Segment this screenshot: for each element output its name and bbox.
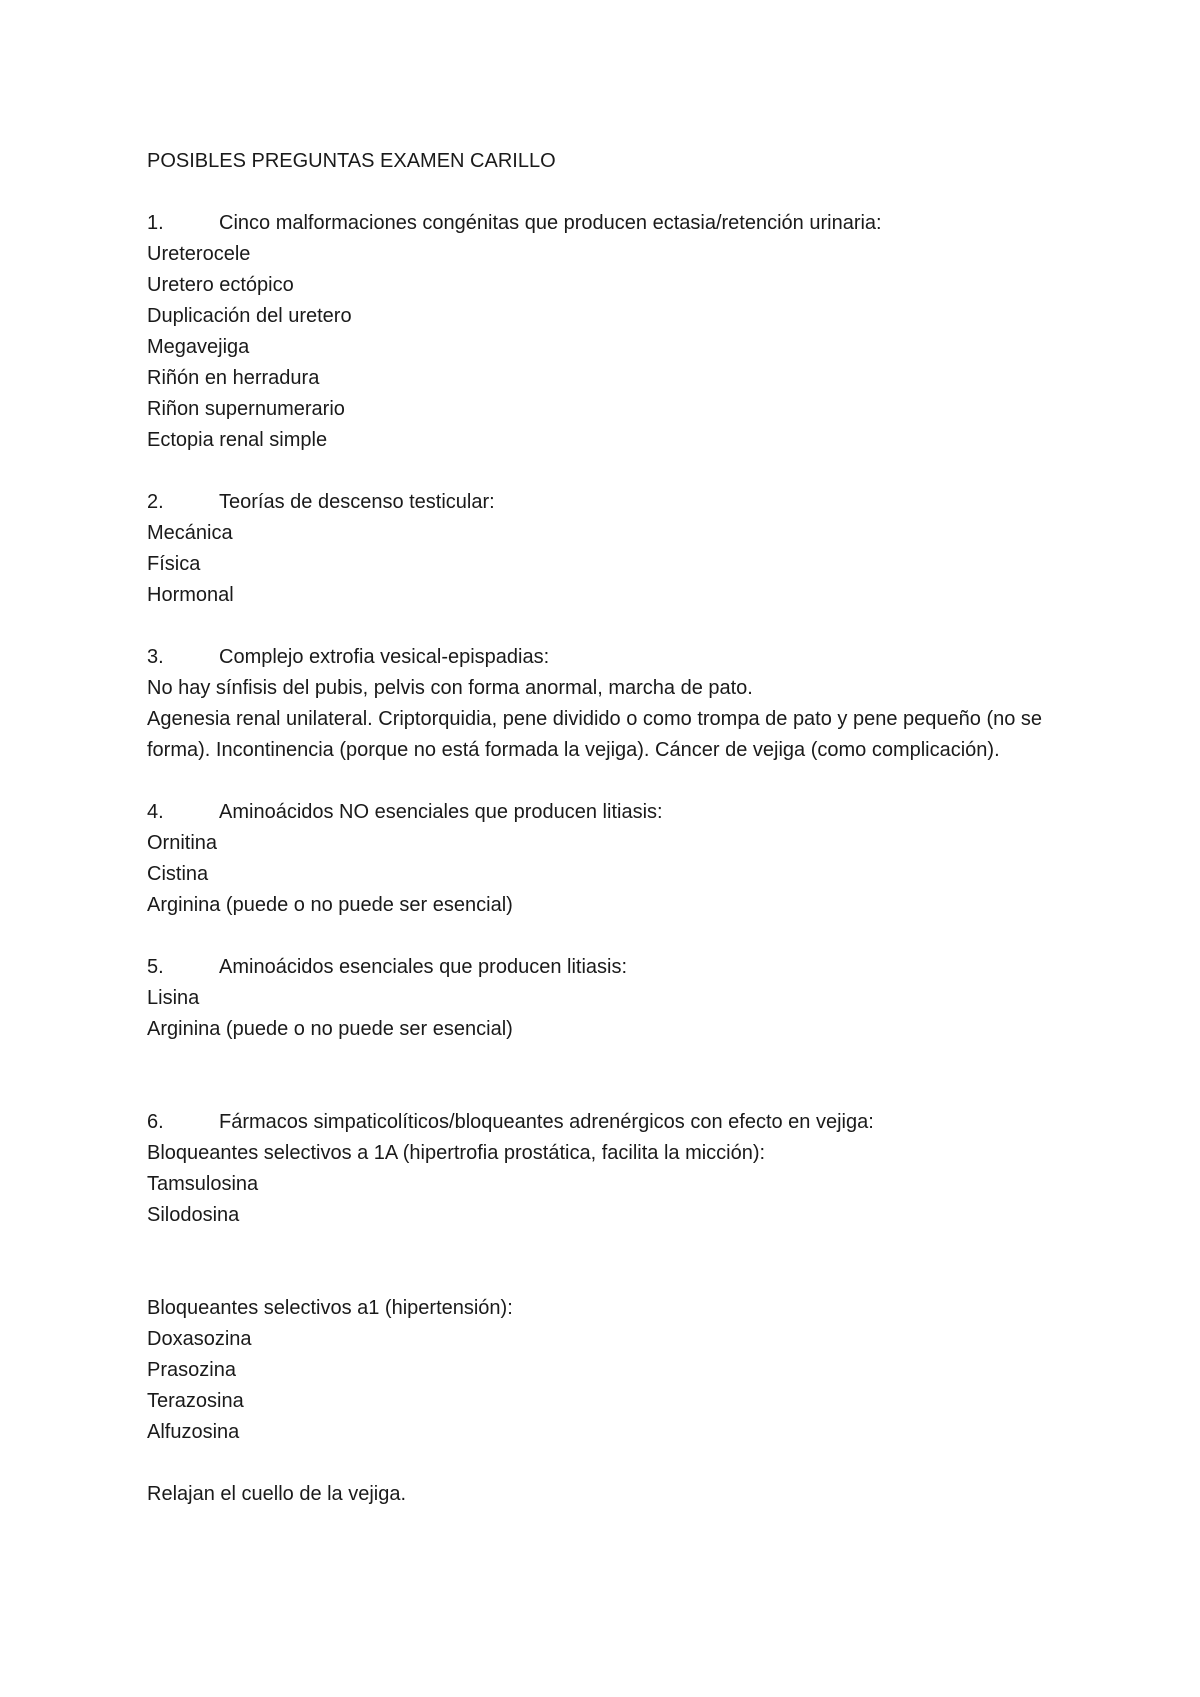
question-3-heading (147, 642, 1067, 673)
question-number: 4. (147, 801, 164, 823)
list-item: Duplicación del uretero (147, 305, 352, 327)
document-title: POSIBLES PREGUNTAS EXAMEN CARILLO (147, 150, 556, 172)
question-number: 5. (147, 956, 164, 978)
paragraph: No hay sínfisis del pubis, pelvis con forma anormal, marcha de pato. (147, 677, 753, 699)
list-item: Terazosina (147, 1390, 244, 1412)
list-item: Lisina (147, 987, 200, 1009)
list-item: Ornitina (147, 832, 218, 854)
list-item: Riñon supernumerario (147, 398, 345, 420)
list-item: Prasozina (147, 1359, 236, 1381)
list-item: Riñón en herradura (147, 367, 320, 389)
question-6-heading (147, 1107, 1067, 1138)
spacer (147, 921, 1067, 952)
spacer (147, 1076, 1067, 1107)
list-item: Arginina (puede o no puede ser esencial) (147, 894, 513, 916)
question-text: Complejo extrofia vesical-epispadias: (219, 646, 550, 668)
list-item: Mecánica (147, 522, 233, 544)
spacer (147, 1045, 1067, 1076)
list-item: Uretero ectópico (147, 274, 294, 296)
question-5-heading (147, 952, 1067, 983)
list-item: Cistina (147, 863, 209, 885)
question-text: Cinco malformaciones congénitas que producen ectasia/retención urinaria: (219, 212, 882, 234)
list-item: Arginina (puede o no puede ser esencial) (147, 1018, 513, 1040)
spacer (147, 177, 1067, 208)
list-item: Ectopia renal simple (147, 429, 328, 451)
list-item: Física (147, 553, 201, 575)
list-item: Doxasozina (147, 1328, 252, 1350)
list-item: Megavejiga (147, 336, 250, 358)
subgroup-heading: Bloqueantes selectivos a 1A (hipertrofia prostática, facilita la micción): (147, 1142, 766, 1164)
paragraph: Agenesia renal unilateral. Criptorquidia, pene dividido o como trompa de pato y pene pequeño (no se forma). Incontinencia (porque no está formada la vejiga). Cáncer de vejiga (como complicación). (147, 708, 1043, 761)
subgroup-heading: Bloqueantes selectivos a1 (hipertensión): (147, 1297, 513, 1319)
spacer (147, 456, 1067, 487)
list-item: Tamsulosina (147, 1173, 259, 1195)
question-4-heading (147, 797, 1067, 828)
spacer (147, 1231, 1067, 1262)
question-number: 2. (147, 491, 164, 513)
question-text: Teorías de descenso testicular: (219, 491, 495, 513)
closing-note: Relajan el cuello de la vejiga. (147, 1483, 407, 1505)
question-text: Aminoácidos esenciales que producen litiasis: (219, 956, 628, 978)
document-body (147, 146, 1067, 1510)
list-item: Hormonal (147, 584, 234, 606)
list-item: Silodosina (147, 1204, 240, 1226)
list-item: Ureterocele (147, 243, 251, 265)
question-text: Aminoácidos NO esenciales que producen litiasis: (219, 801, 663, 823)
spacer (147, 1448, 1067, 1479)
list-item: Alfuzosina (147, 1421, 240, 1443)
question-1-heading (147, 208, 1067, 239)
spacer (147, 611, 1067, 642)
question-number: 3. (147, 646, 164, 668)
spacer (147, 1262, 1067, 1293)
question-2-heading (147, 487, 1067, 518)
question-number: 6. (147, 1111, 164, 1133)
spacer (147, 766, 1067, 797)
question-number: 1. (147, 212, 164, 234)
question-text: Fármacos simpaticolíticos/bloqueantes adrenérgicos con efecto en vejiga: (219, 1111, 874, 1133)
